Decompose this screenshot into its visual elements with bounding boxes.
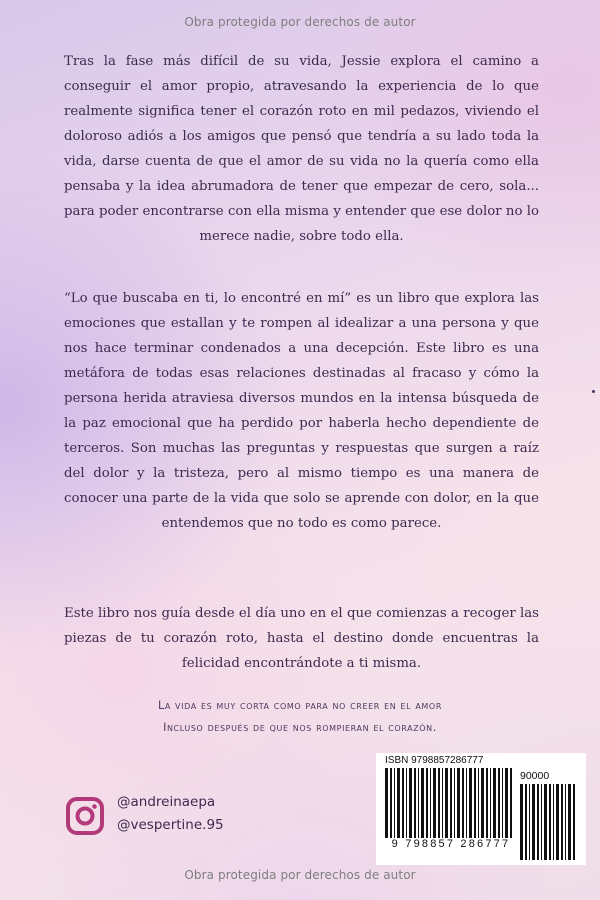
barcode-extension-code: 90000 bbox=[520, 770, 550, 782]
spine-dot bbox=[592, 390, 595, 393]
instagram-icon bbox=[66, 797, 104, 835]
quote-line-1: La vida es muy corta como para no creer en el amor bbox=[158, 699, 442, 712]
instagram-handle-2: @vespertine.95 bbox=[117, 817, 224, 833]
synopsis-paragraph-2: “Lo que buscaba en ti, lo encontré en mí” es un libro que explora las emociones que estallan y te rompen al idealizar a una persona y que nos hace terminar condenados a una decepción. Este libro es una metáfora de todas esas relaciones destinadas al fracaso y cómo la persona herida atraviesa diversos mundos en la intensa búsqueda de la paz emocional que ha perdido por haberla hecho dependiente de terceros. Son muchas las preguntas y respuestas que surgen a raíz del dolor y la tristeza, pero al mismo tiempo es una manera de conocer una parte de la vida que solo se aprende con dolor, en la que entendemos que no todo es como parece. bbox=[64, 291, 539, 531]
isbn-label: ISBN 9798857286777 bbox=[385, 755, 484, 766]
barcode-extension-bars bbox=[520, 784, 576, 860]
copyright-watermark-bottom: Obra protegida por derechos de autor bbox=[184, 868, 416, 882]
isbn-barcode bbox=[376, 753, 586, 865]
quote-line-2: Incluso después de que nos rompieran el corazón. bbox=[163, 721, 437, 734]
copyright-watermark-top: Obra protegida por derechos de autor bbox=[184, 15, 416, 29]
synopsis-paragraph-1: Tras la fase más difícil de su vida, Jessie explora el camino a conseguir el amor propio, atravesando la experiencia de lo que realmente significa tener el corazón roto en mil pedazos, viviendo el doloroso adiós a los amigos que pensó que tendría a su lado toda la vida, darse cuenta de que el amor de su vida no la quería como ella pensaba y la idea abrumadora de tener que empezar de cero, sola... para poder encontrarse con ella misma y entender que ese dolor no lo merece nadie, sobre todo ella. bbox=[64, 54, 539, 244]
synopsis-paragraph-3: Este libro nos guía desde el día uno en el que comienzas a recoger las piezas de tu corazón roto, hasta el destino donde encuentras la felicidad encontrándote a ti misma. bbox=[64, 606, 539, 671]
instagram-handle-1: @andreinaepa bbox=[117, 794, 216, 810]
barcode-digits: 9 798857 286777 bbox=[391, 838, 511, 850]
barcode-bars bbox=[385, 768, 513, 838]
